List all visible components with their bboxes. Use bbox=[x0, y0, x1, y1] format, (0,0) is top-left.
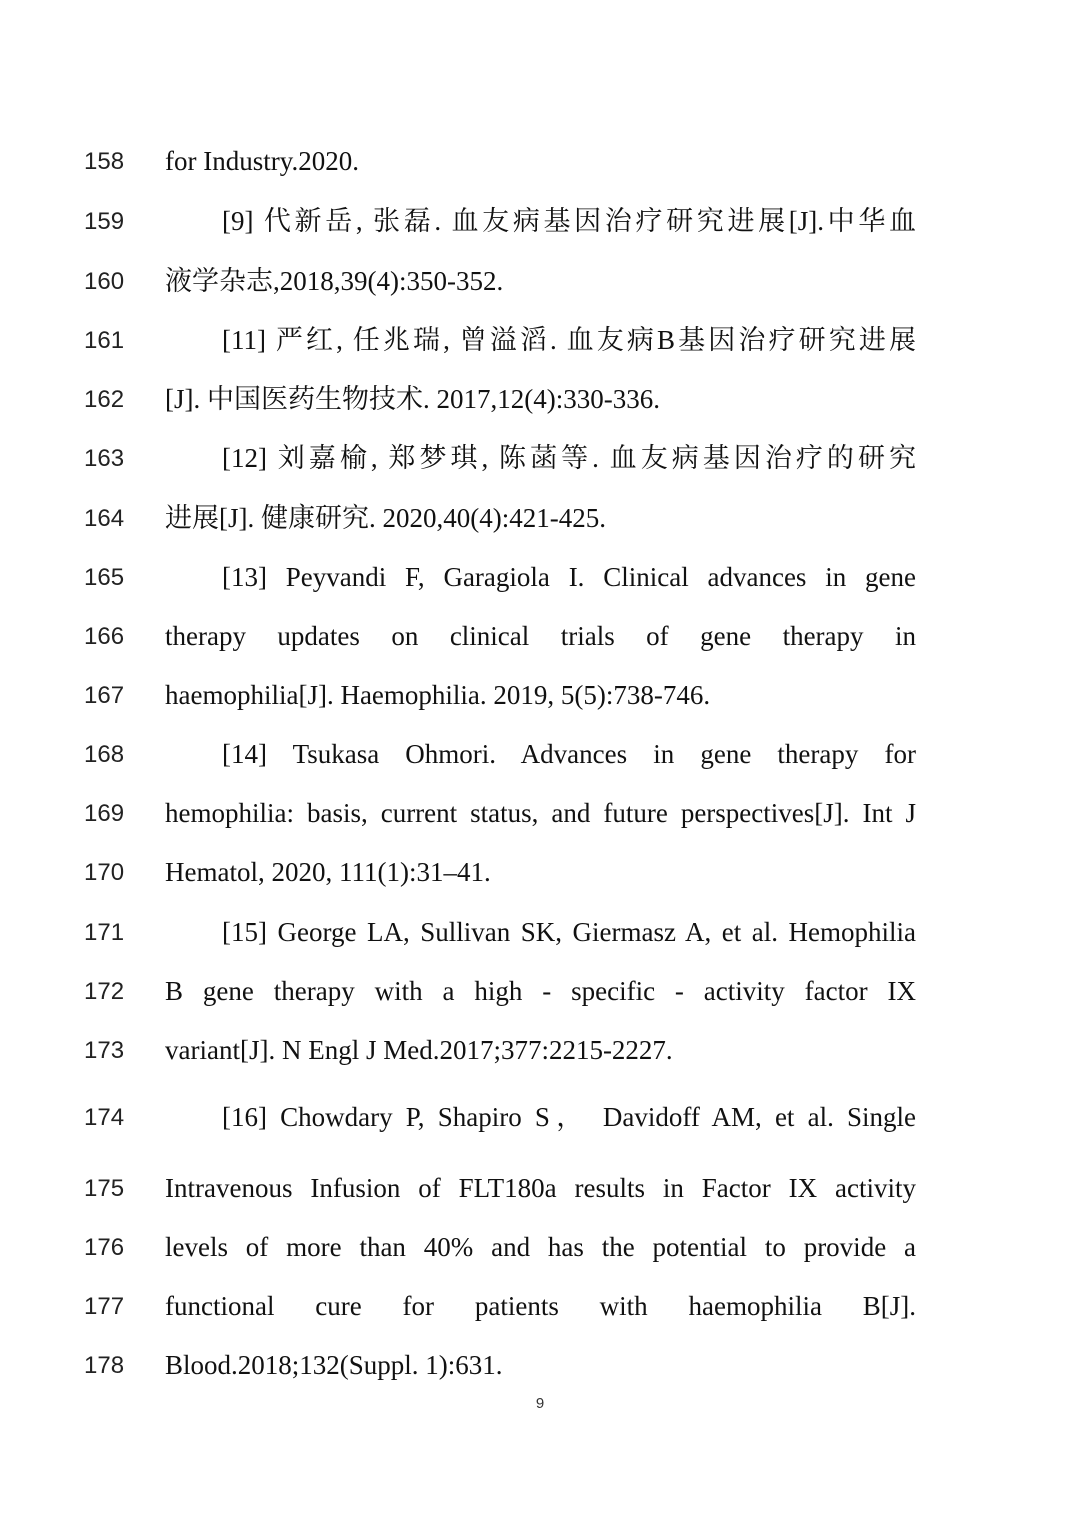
line-text: 液学杂志,2018,39(4):350-352. bbox=[165, 266, 504, 296]
document-line bbox=[0, 1100, 1080, 1136]
document-line bbox=[0, 1348, 1080, 1384]
line-text: hemophilia: basis, current status, and future perspectives[J]. Int J bbox=[165, 798, 916, 828]
line-number: 163 bbox=[84, 445, 125, 472]
line-text: [13] Peyvandi F, Garagiola I. Clinical advances in gene bbox=[222, 562, 916, 592]
line-number: 165 bbox=[84, 564, 125, 591]
document-line bbox=[0, 501, 1080, 537]
line-text: Blood.2018;132(Suppl. 1):631. bbox=[165, 1350, 503, 1380]
line-text: 进展[J]. 健康研究. 2020,40(4):421-425. bbox=[165, 503, 606, 533]
line-number: 159 bbox=[84, 208, 125, 235]
line-text: [15] George LA, Sullivan SK, Giermasz A, et al. Hemophilia bbox=[222, 917, 916, 947]
line-number: 175 bbox=[84, 1175, 125, 1202]
line-text: [12] 刘嘉榆, 郑梦琪, 陈菡等. 血友病基因治疗的研究 bbox=[222, 443, 916, 473]
line-number: 177 bbox=[84, 1293, 125, 1320]
line-text: for Industry.2020. bbox=[165, 146, 359, 176]
line-number: 161 bbox=[84, 327, 125, 354]
line-text: [14] Tsukasa Ohmori. Advances in gene therapy for bbox=[222, 739, 916, 769]
document-line bbox=[0, 144, 1080, 180]
line-text: [J]. 中国医药生物技术. 2017,12(4):330-336. bbox=[165, 384, 660, 414]
line-number: 160 bbox=[84, 268, 125, 295]
line-text: levels of more than 40% and has the potential to provide a bbox=[165, 1232, 916, 1262]
document-line bbox=[0, 323, 1080, 359]
document-line bbox=[0, 1033, 1080, 1069]
document-line bbox=[0, 974, 1080, 1010]
line-number: 168 bbox=[84, 741, 125, 768]
document-line bbox=[0, 619, 1080, 655]
document-line bbox=[0, 796, 1080, 832]
line-number: 162 bbox=[84, 386, 125, 413]
line-number: 172 bbox=[84, 978, 125, 1005]
line-number: 171 bbox=[84, 919, 125, 946]
document-line bbox=[0, 204, 1080, 240]
document-line bbox=[0, 1230, 1080, 1266]
line-text: [11] 严红, 任兆瑞, 曾溢滔. 血友病B基因治疗研究进展 bbox=[222, 325, 916, 355]
line-text: B gene therapy with a high - specific - activity factor IX bbox=[165, 976, 916, 1006]
line-text: [16] Chowdary P, Shapiro S， Davidoff AM, et al. Single bbox=[222, 1102, 916, 1132]
line-text: functional cure for patients with haemophilia B[J]. bbox=[165, 1291, 916, 1321]
document-line bbox=[0, 855, 1080, 891]
line-number: 176 bbox=[84, 1234, 125, 1261]
document-line bbox=[0, 441, 1080, 477]
line-number: 173 bbox=[84, 1037, 125, 1064]
line-text: therapy updates on clinical trials of gene therapy in bbox=[165, 621, 916, 651]
line-number: 167 bbox=[84, 682, 125, 709]
line-text: Intravenous Infusion of FLT180a results in Factor IX activity bbox=[165, 1173, 916, 1203]
line-number: 164 bbox=[84, 505, 125, 532]
line-text: haemophilia[J]. Haemophilia. 2019, 5(5):738-746. bbox=[165, 680, 711, 710]
document-line bbox=[0, 1289, 1080, 1325]
page-number: 9 bbox=[535, 1395, 545, 1412]
document-line bbox=[0, 1171, 1080, 1207]
line-text: variant[J]. N Engl J Med.2017;377:2215-2227. bbox=[165, 1035, 673, 1065]
document-line bbox=[0, 560, 1080, 596]
line-number: 169 bbox=[84, 800, 125, 827]
line-number: 170 bbox=[84, 859, 125, 886]
line-text: [9] 代新岳, 张磊. 血友病基因治疗研究进展[J].中华血 bbox=[222, 206, 916, 236]
document-line bbox=[0, 264, 1080, 300]
line-number: 158 bbox=[84, 148, 125, 175]
document-line bbox=[0, 382, 1080, 418]
line-text: Hematol, 2020, 111(1):31–41. bbox=[165, 857, 491, 887]
line-number: 178 bbox=[84, 1352, 125, 1379]
document-line bbox=[0, 678, 1080, 714]
document-line bbox=[0, 915, 1080, 951]
line-number: 166 bbox=[84, 623, 125, 650]
line-number: 174 bbox=[84, 1104, 125, 1131]
document-line bbox=[0, 737, 1080, 773]
